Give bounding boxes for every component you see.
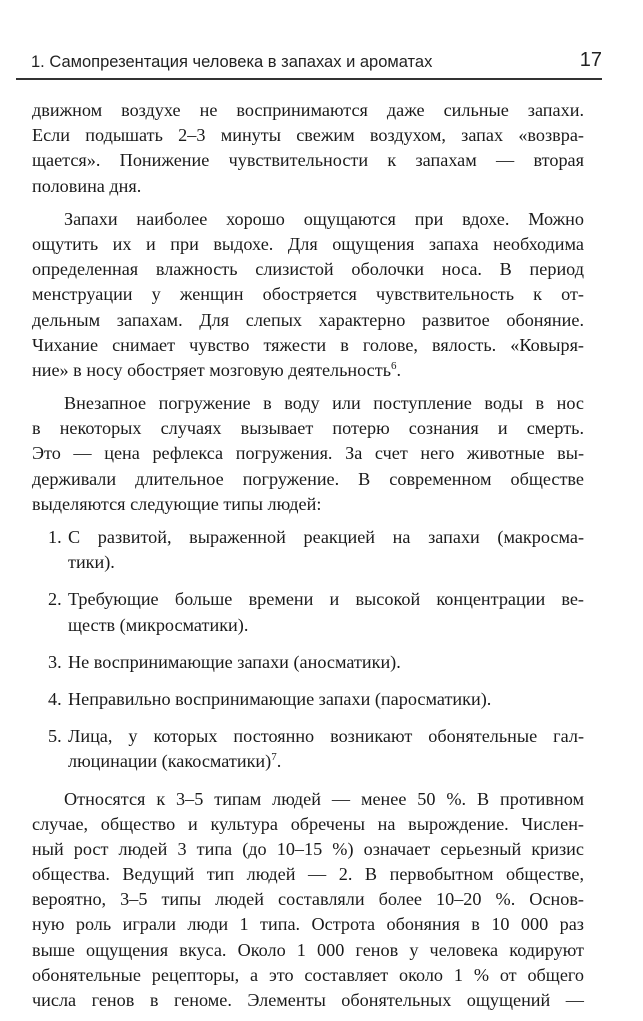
text-line: держивали длительное погружение. В современном обществе	[32, 468, 584, 489]
text-line: Это — цена рефлекса погружения. За счет него животные вы-	[32, 443, 584, 464]
paragraph-2	[32, 207, 584, 383]
text-line: С развитой, выраженной реакцией на запахи (макросма-	[68, 527, 584, 547]
text-line: половина дня.	[32, 175, 142, 196]
text-line: вероятно, 3–5 типы людей составляли более 10–20 %. Основ-	[32, 889, 584, 910]
text-line: ощутить их и при выдохе. Для ощущения запаха необходима	[32, 233, 584, 254]
list-number: 2.	[48, 589, 62, 610]
page-header	[16, 49, 602, 81]
list-number: 1.	[48, 527, 62, 547]
text-fragment: люцинации (какосматики)	[68, 751, 272, 772]
text-line: ществ (микросматики).	[68, 614, 249, 635]
text-line: ную роль играли люди 1 типа. Острота обоняния в 10 000 раз	[32, 914, 584, 935]
page-body	[32, 98, 584, 1021]
text-line: числа генов в геноме. Элементы обонятельных ощущений —	[32, 990, 584, 1010]
list-number: 3.	[48, 651, 62, 672]
text-line: Внезапное погружение в воду или поступление воды в нос	[64, 393, 584, 414]
text-line: Неправильно воспринимающие запахи (паросматики).	[68, 688, 492, 709]
paragraph-1	[32, 98, 584, 199]
text-line: определенная влажность слизистой оболочки носа. В период	[32, 259, 584, 280]
paragraph-3	[32, 391, 584, 517]
text-fragment: .	[396, 359, 402, 380]
text-line: Требующие больше времени и высокой концентрации ве-	[68, 589, 584, 610]
paragraph-4	[32, 787, 584, 1014]
text-line	[68, 749, 584, 774]
text-line: обонятельные рецепторы, а это составляет около 1 % от общего	[32, 964, 584, 985]
types-list	[32, 525, 584, 775]
text-line: Запахи наиболее хорошо ощущаются при вдохе. Можно	[64, 208, 584, 229]
text-line: Лица, у которых постоянно возникают обонятельные гал-	[68, 726, 584, 747]
text-line: Не воспринимающие запахи (аносматики).	[68, 651, 401, 672]
text-line: выше ощущения вкуса. Около 1 000 генов у человека кодируют	[32, 939, 584, 960]
running-title: 1. Самопрезентация человека в запахах и ароматах	[31, 53, 433, 71]
text-line: в некоторых случаях вызывает потерю сознания и смерть.	[32, 418, 584, 439]
text-line: выделяются следующие типы людей:	[32, 493, 322, 514]
footnote-marker[interactable]: 6	[391, 359, 397, 372]
list-item	[32, 525, 584, 575]
text-line: ный рост людей 3 типа (до 10–15 %) означает серьезный кризис	[32, 838, 584, 859]
list-item	[32, 650, 584, 675]
footnote-marker[interactable]: 7	[271, 751, 277, 764]
text-fragment: .	[276, 751, 282, 772]
list-item	[32, 687, 584, 712]
text-line: случае, общество и культура обречены на вырождение. Числен-	[32, 813, 584, 834]
list-number: 4.	[48, 688, 62, 709]
text-line: щается». Понижение чувствительности к запахам — вторая	[32, 150, 584, 171]
page-number: 17	[579, 49, 602, 71]
text-fragment: ние» в носу обостряет мозговую деятельность	[32, 359, 391, 380]
text-line: тики).	[68, 552, 115, 573]
text-line: дельным запахам. Для слепых характерно развитое обоняние.	[32, 309, 584, 330]
text-line	[32, 358, 584, 383]
text-line: движном воздухе не воспринимаются даже сильные запахи.	[32, 100, 584, 120]
text-line: менструации у женщин обостряется чувствительность к от-	[32, 284, 584, 305]
header-rule	[16, 78, 602, 80]
list-item	[32, 724, 584, 774]
text-line: общества. Ведущий тип людей — 2. В первобытном обществе,	[32, 864, 584, 885]
list-item	[32, 587, 584, 637]
text-line: Относятся к 3–5 типам людей — менее 50 %. В противном	[64, 788, 584, 809]
text-line: Если подышать 2–3 минуты свежим воздухом, запах «возвра-	[32, 125, 584, 146]
list-number: 5.	[48, 726, 62, 747]
text-line: Чихание снимает чувство тяжести в голове, вялость. «Ковыря-	[32, 334, 584, 355]
